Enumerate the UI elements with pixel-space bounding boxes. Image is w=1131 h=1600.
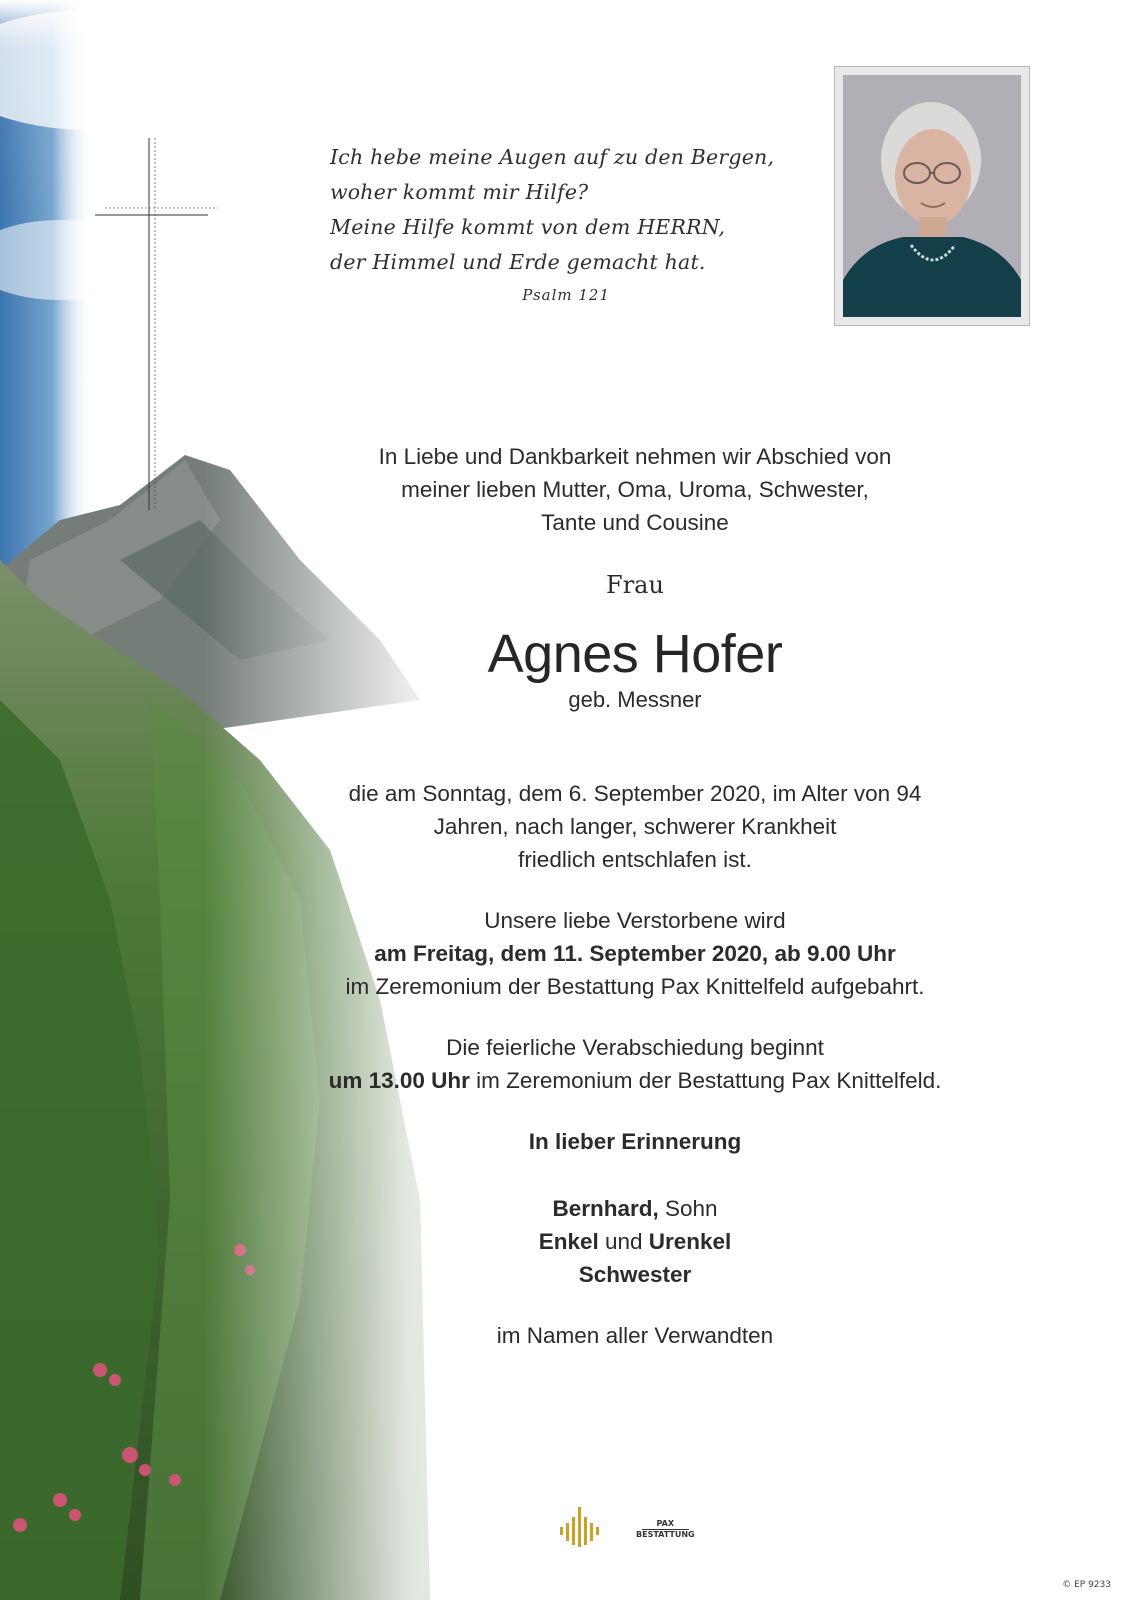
- psalm-line: Ich hebe meine Augen auf zu den Bergen,: [330, 145, 775, 169]
- deceased-name: Agnes Hofer: [487, 624, 783, 684]
- death-paragraph: [290, 777, 980, 876]
- viewing-intro: Unsere liebe Verstorbene wird: [484, 908, 786, 933]
- death-line: friedlich entschlafen ist.: [518, 847, 752, 872]
- logo-wordmark: [636, 1519, 695, 1540]
- obituary-text: [290, 440, 980, 1352]
- sibling: Schwester: [578, 1262, 692, 1287]
- logo-line-pax: PAX: [642, 1519, 689, 1530]
- maiden-name: geb. Messner: [568, 687, 702, 712]
- death-line: die am Sonntag, dem 6. September 2020, im Alter von 94: [348, 781, 922, 806]
- death-line: Jahren, nach langer, schwerer Krankheit: [433, 814, 837, 839]
- viewing-when: am Freitag, dem 11. September 2020, ab 9.00 Uhr: [374, 941, 896, 966]
- intro-line: meiner lieben Mutter, Oma, Uroma, Schwester,: [401, 477, 869, 502]
- memory-title: In lieber Erinnerung: [528, 1129, 742, 1154]
- farewell-paragraph: [290, 1031, 980, 1097]
- grandchildren: Enkel: [538, 1229, 599, 1254]
- great-grandchildren: Urenkel: [648, 1229, 732, 1254]
- intro-line: In Liebe und Dankbarkeit nehmen wir Abschied von: [378, 444, 892, 469]
- psalm-line: der Himmel und Erde gemacht hat.: [330, 250, 706, 274]
- logo-line-bestattung: BESTATTUNG: [636, 1530, 695, 1539]
- portrait-frame: [834, 66, 1030, 326]
- psalm-reference: Psalm 121: [522, 286, 610, 304]
- son-relation: Sohn: [658, 1196, 718, 1221]
- intro-paragraph: [290, 440, 980, 539]
- cross-icon: [0, 0, 260, 560]
- grandchildren-and: und: [598, 1229, 649, 1254]
- closing-line: im Namen aller Verwandten: [496, 1323, 774, 1348]
- document-code: © EP 9233: [1062, 1580, 1111, 1590]
- farewell-intro: Die feierliche Verabschiedung beginnt: [446, 1035, 824, 1060]
- farewell-when: um 13.00 Uhr: [328, 1068, 470, 1093]
- son-name: Bernhard,: [552, 1196, 659, 1221]
- portrait-photo: [843, 75, 1021, 317]
- psalm-quote: [330, 140, 775, 310]
- viewing-paragraph: [290, 904, 980, 1003]
- psalm-line: woher kommt mir Hilfe?: [330, 180, 589, 204]
- mourners-list: [290, 1192, 980, 1291]
- psalm-line: Meine Hilfe kommt von dem HERRN,: [330, 215, 726, 239]
- intro-line: Tante und Cousine: [541, 510, 729, 535]
- farewell-where: im Zeremonium der Bestattung Pax Knittelfeld.: [469, 1068, 942, 1093]
- viewing-where: im Zeremonium der Bestattung Pax Knittelfeld aufgebahrt.: [345, 974, 925, 999]
- salutation: Frau: [606, 571, 664, 599]
